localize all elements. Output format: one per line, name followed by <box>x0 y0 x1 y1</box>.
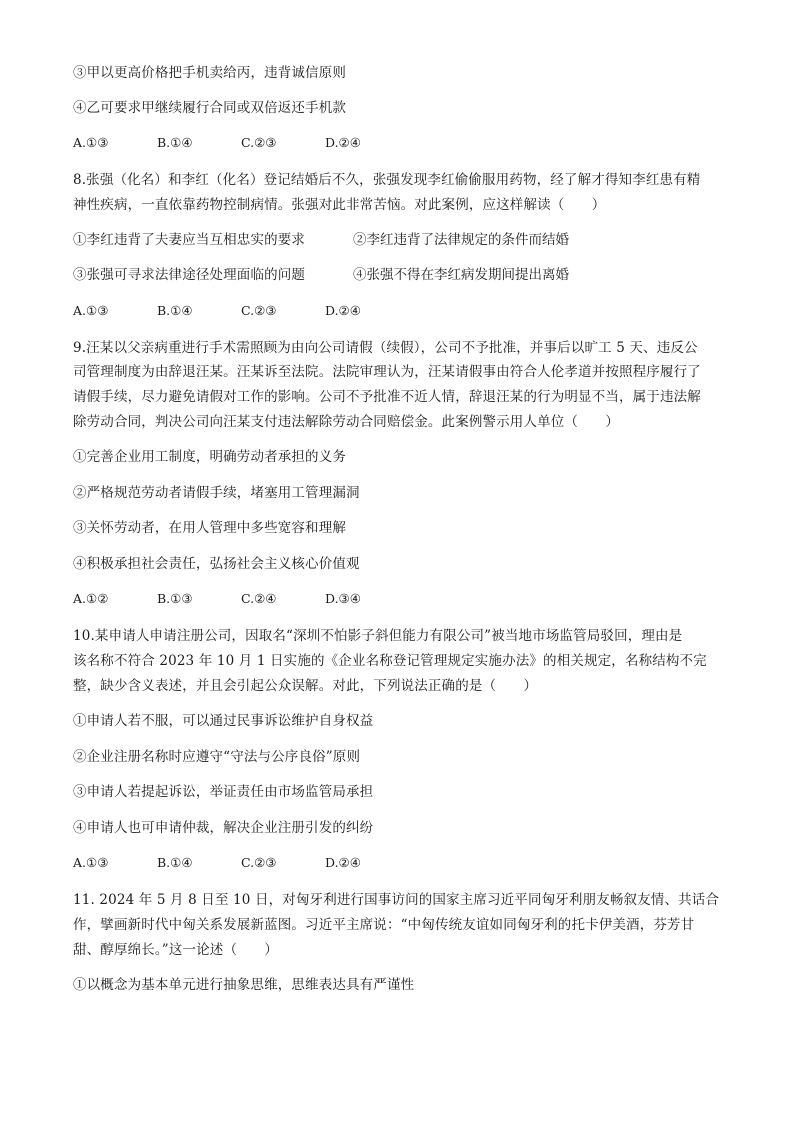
q10-option-4: ④申请人也可申请仲裁，解决企业注册引发的纠纷 <box>73 820 374 836</box>
q8-stem-line-2: 神性疾病，一直依靠药物控制病情。张强对此非常苦恼。对此案例，应这样解读（ ） <box>73 197 606 213</box>
choice-c[interactable]: C.②③ <box>241 855 277 870</box>
q7-option-4: ④乙可要求甲继续履行合同或双倍返还手机款 <box>73 100 346 116</box>
choice-c[interactable]: C.②③ <box>241 135 277 150</box>
q9-stem-line-2: 司管理制度为由辞退汪某。汪某诉至法院。法院审理认为，汪某请假事由符合人伦孝道并按照程序履行了 <box>73 364 701 380</box>
q8-option-4: ④张强不得在李红病发期间提出离婚 <box>353 267 569 283</box>
q9-option-1: ①完善企业用工制度，明确劳动者承担的义务 <box>73 449 346 465</box>
choice-a[interactable]: A.①③ <box>73 135 109 150</box>
q11-option-1: ①以概念为基本单元进行抽象思维，思维表达具有严谨性 <box>73 977 415 993</box>
q9-option-3: ③关怀劳动者，在用人管理中多些宽容和理解 <box>73 520 346 536</box>
q11-stem-line-1: 11. 2024 年 5 月 8 日至 10 日，对匈牙利进行国事访问的国家主席习近平同匈牙利朋友畅叙友情、共话合 <box>73 892 720 908</box>
q9-answer-choices <box>73 590 409 608</box>
q10-option-3: ③申请人若提起诉讼，举证责任由市场监管局承担 <box>73 784 374 800</box>
q8-stem-line-1: 8.张强（化名）和李红（化名）登记结婚后不久，张强发现李红偷偷服用药物，经了解才得知李红患有精 <box>73 172 701 188</box>
q10-option-2: ②企业注册名称时应遵守“守法与公序良俗”原则 <box>73 749 361 765</box>
choice-d[interactable]: D.②④ <box>325 855 361 870</box>
q11-stem-line-3: 甜、醇厚绵长。”这一论述（ ） <box>73 942 279 958</box>
q7-answer-choices <box>73 134 409 152</box>
choice-d[interactable]: D.②④ <box>325 303 361 318</box>
q8-answer-choices <box>73 302 409 320</box>
choice-b[interactable]: B.①③ <box>157 591 193 606</box>
q9-stem-line-3: 请假手续，尽力避免请假对工作的影响。公司不予批准不近人情，辞退汪某的行为明显不当，属于违法解 <box>73 389 701 405</box>
choice-c[interactable]: C.②④ <box>241 591 277 606</box>
choice-b[interactable]: B.①④ <box>157 303 193 318</box>
choice-a[interactable]: A.①③ <box>73 855 109 870</box>
choice-d[interactable]: D.②④ <box>325 135 361 150</box>
choice-b[interactable]: B.①④ <box>157 855 193 870</box>
choice-a[interactable]: A.①② <box>73 591 109 606</box>
q9-stem-line-1: 9.汪某以父亲病重进行手术需照顾为由向公司请假（续假），公司不予批准，并事后以旷工 5 天、违反公 <box>73 340 698 356</box>
q9-stem-line-4: 除劳动合同，判决公司向汪某支付违法解除劳动合同赔偿金。此案例警示用人单位（ ） <box>73 414 619 430</box>
q9-option-4: ④积极承担社会责任，弘扬社会主义核心价值观 <box>73 556 360 572</box>
q9-option-2: ②严格规范劳动者请假手续，堵塞用工管理漏洞 <box>73 485 360 501</box>
choice-b[interactable]: B.①④ <box>157 135 193 150</box>
choice-d[interactable]: D.③④ <box>325 591 361 606</box>
q7-option-3: ③甲以更高价格把手机卖给丙，违背诚信原则 <box>73 65 346 81</box>
q11-stem-line-2: 作，擘画新时代中匈关系发展新蓝图。习近平主席说：“中匈传统友谊如同匈牙利的托卡伊美酒，芬芳甘 <box>73 917 695 933</box>
q8-option-2: ②李红违背了法律规定的条件而结婚 <box>353 232 569 248</box>
q10-answer-choices <box>73 854 409 872</box>
choice-a[interactable]: A.①③ <box>73 303 109 318</box>
q10-stem-line-1: 10.某申请人申请注册公司，因取名“深圳不怕影子斜但能力有限公司”被当地市场监管局驳回，理由是 <box>73 628 683 644</box>
q10-stem-line-3: 整，缺少含义表述，并且会引起公众误解。对此，下列说法正确的是（ ） <box>73 678 538 694</box>
q8-option-1: ①李红违背了夫妻应当互相忠实的要求 <box>73 232 306 248</box>
q10-option-1: ①申请人若不服，可以通过民事诉讼维护自身权益 <box>73 713 374 729</box>
choice-c[interactable]: C.②③ <box>241 303 277 318</box>
q10-stem-line-2: 该名称不符合 2023 年 10 月 1 日实施的《企业名称登记管理规定实施办法》的相关规定，名称结构不完 <box>73 653 707 669</box>
q8-option-3: ③张强可寻求法律途径处理面临的问题 <box>73 267 306 283</box>
